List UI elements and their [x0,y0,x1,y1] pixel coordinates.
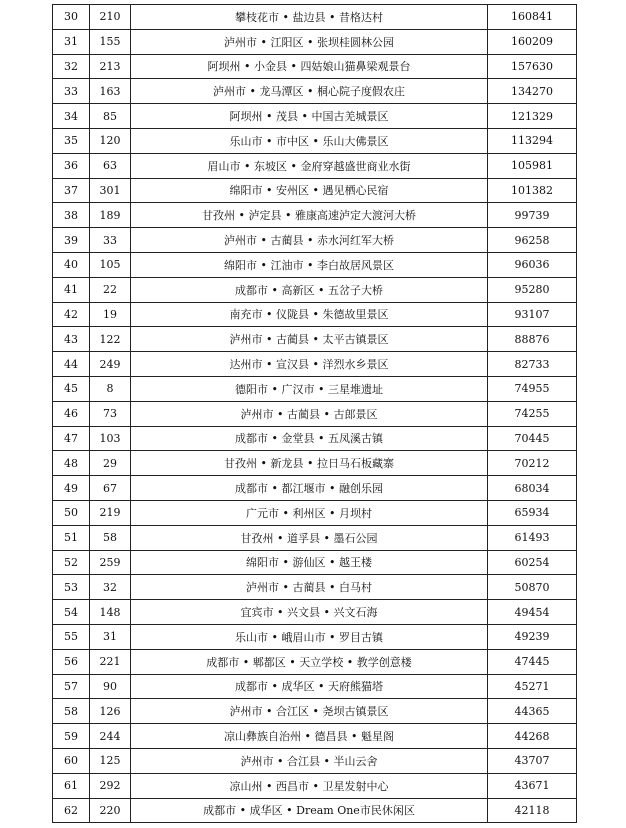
code-cell: 58 [90,525,131,550]
location-cell: 乐山市 • 市中区 • 乐山大佛景区 [131,128,488,153]
rank-cell: 62 [53,798,90,823]
table-row [53,476,577,501]
location-cell: 凉山州 • 西昌市 • 卫星发射中心 [131,773,488,798]
value-cell: 42118 [488,798,577,823]
table-row [53,724,577,749]
value-cell: 82733 [488,352,577,377]
rank-cell: 35 [53,128,90,153]
rank-cell: 48 [53,451,90,476]
value-cell: 134270 [488,79,577,104]
rank-cell: 44 [53,352,90,377]
rank-cell: 43 [53,327,90,352]
value-cell: 61493 [488,525,577,550]
table-row [53,79,577,104]
rank-cell: 57 [53,674,90,699]
value-cell: 60254 [488,550,577,575]
value-cell: 50870 [488,575,577,600]
code-cell: 33 [90,228,131,253]
value-cell: 44268 [488,724,577,749]
code-cell: 8 [90,376,131,401]
location-cell: 德阳市 • 广汉市 • 三星堆遗址 [131,376,488,401]
value-cell: 101382 [488,178,577,203]
value-cell: 88876 [488,327,577,352]
table-row [53,674,577,699]
table-row [53,252,577,277]
rank-cell: 31 [53,29,90,54]
location-cell: 绵阳市 • 安州区 • 遇见栖心民宿 [131,178,488,203]
ranking-table [52,4,577,823]
rank-cell: 36 [53,153,90,178]
code-cell: 219 [90,500,131,525]
code-cell: 125 [90,748,131,773]
code-cell: 22 [90,277,131,302]
table-row [53,302,577,327]
code-cell: 103 [90,426,131,451]
value-cell: 160841 [488,5,577,30]
table-row [53,153,577,178]
table-row [53,29,577,54]
value-cell: 70445 [488,426,577,451]
table-row [53,699,577,724]
value-cell: 44365 [488,699,577,724]
code-cell: 249 [90,352,131,377]
value-cell: 95280 [488,277,577,302]
table-row [53,649,577,674]
value-cell: 68034 [488,476,577,501]
rank-cell: 30 [53,5,90,30]
table-row [53,748,577,773]
location-cell: 阿坝州 • 小金县 • 四姑娘山猫鼻梁观景台 [131,54,488,79]
table-row [53,277,577,302]
rank-cell: 53 [53,575,90,600]
location-cell: 泸州市 • 古蔺县 • 古郎景区 [131,401,488,426]
table-row [53,5,577,30]
code-cell: 63 [90,153,131,178]
code-cell: 90 [90,674,131,699]
rank-cell: 42 [53,302,90,327]
location-cell: 成都市 • 金堂县 • 五凤溪古镇 [131,426,488,451]
table-row [53,352,577,377]
value-cell: 74955 [488,376,577,401]
value-cell: 49239 [488,624,577,649]
code-cell: 221 [90,649,131,674]
location-cell: 泸州市 • 龙马潭区 • 桐心院子度假农庄 [131,79,488,104]
rank-cell: 55 [53,624,90,649]
value-cell: 96258 [488,228,577,253]
code-cell: 31 [90,624,131,649]
code-cell: 163 [90,79,131,104]
code-cell: 120 [90,128,131,153]
table-row [53,798,577,823]
value-cell: 113294 [488,128,577,153]
location-cell: 攀枝花市 • 盐边县 • 昔格达村 [131,5,488,30]
table-row [53,525,577,550]
rank-cell: 45 [53,376,90,401]
code-cell: 105 [90,252,131,277]
rank-cell: 56 [53,649,90,674]
code-cell: 29 [90,451,131,476]
rank-cell: 54 [53,600,90,625]
table-body [53,5,577,823]
table-row [53,575,577,600]
code-cell: 155 [90,29,131,54]
code-cell: 220 [90,798,131,823]
location-cell: 绵阳市 • 江油市 • 李白故居风景区 [131,252,488,277]
code-cell: 213 [90,54,131,79]
location-cell: 泸州市 • 古蔺县 • 赤水河红军大桥 [131,228,488,253]
location-cell: 凉山彝族自治州 • 德昌县 • 魁星阁 [131,724,488,749]
value-cell: 45271 [488,674,577,699]
location-cell: 成都市 • 都江堰市 • 融创乐园 [131,476,488,501]
rank-cell: 51 [53,525,90,550]
value-cell: 160209 [488,29,577,54]
rank-cell: 46 [53,401,90,426]
table-row [53,54,577,79]
value-cell: 93107 [488,302,577,327]
table-row [53,426,577,451]
location-cell: 泸州市 • 古蔺县 • 白马村 [131,575,488,600]
location-cell: 眉山市 • 东坡区 • 金府穿越盛世商业水街 [131,153,488,178]
table-row [53,500,577,525]
value-cell: 74255 [488,401,577,426]
code-cell: 85 [90,104,131,129]
table-row [53,327,577,352]
rank-cell: 34 [53,104,90,129]
table-row [53,600,577,625]
value-cell: 70212 [488,451,577,476]
location-cell: 成都市 • 成华区 • 天府熊猫塔 [131,674,488,699]
rank-cell: 41 [53,277,90,302]
value-cell: 99739 [488,203,577,228]
rank-cell: 33 [53,79,90,104]
rank-cell: 61 [53,773,90,798]
code-cell: 189 [90,203,131,228]
rank-cell: 60 [53,748,90,773]
location-cell: 广元市 • 利州区 • 月坝村 [131,500,488,525]
location-cell: 乐山市 • 峨眉山市 • 罗目古镇 [131,624,488,649]
rank-cell: 58 [53,699,90,724]
table-row [53,228,577,253]
table-row [53,773,577,798]
code-cell: 301 [90,178,131,203]
code-cell: 122 [90,327,131,352]
table-row [53,401,577,426]
location-cell: 成都市 • 成华区 • Dream One市民休闲区 [131,798,488,823]
value-cell: 49454 [488,600,577,625]
code-cell: 259 [90,550,131,575]
rank-cell: 40 [53,252,90,277]
table-row [53,376,577,401]
rank-cell: 47 [53,426,90,451]
location-cell: 成都市 • 郫都区 • 天立学校 • 教学创意楼 [131,649,488,674]
code-cell: 67 [90,476,131,501]
rank-cell: 49 [53,476,90,501]
code-cell: 244 [90,724,131,749]
table-row [53,451,577,476]
location-cell: 达州市 • 宣汉县 • 洋烈水乡景区 [131,352,488,377]
location-cell: 阿坝州 • 茂县 • 中国古羌城景区 [131,104,488,129]
table-row [53,550,577,575]
table-row [53,624,577,649]
location-cell: 泸州市 • 合江县 • 半山云舍 [131,748,488,773]
table-row [53,128,577,153]
code-cell: 73 [90,401,131,426]
rank-cell: 50 [53,500,90,525]
table-row [53,203,577,228]
rank-cell: 59 [53,724,90,749]
rank-cell: 52 [53,550,90,575]
location-cell: 南充市 • 仪陇县 • 朱德故里景区 [131,302,488,327]
code-cell: 126 [90,699,131,724]
table-row [53,178,577,203]
location-cell: 宜宾市 • 兴文县 • 兴文石海 [131,600,488,625]
value-cell: 96036 [488,252,577,277]
location-cell: 甘孜州 • 泸定县 • 雅康高速泸定大渡河大桥 [131,203,488,228]
value-cell: 43671 [488,773,577,798]
location-cell: 泸州市 • 合江区 • 尧坝古镇景区 [131,699,488,724]
value-cell: 47445 [488,649,577,674]
code-cell: 210 [90,5,131,30]
rank-cell: 38 [53,203,90,228]
rank-cell: 32 [53,54,90,79]
location-cell: 泸州市 • 古蔺县 • 太平古镇景区 [131,327,488,352]
rank-cell: 39 [53,228,90,253]
location-cell: 泸州市 • 江阳区 • 张坝桂圆林公园 [131,29,488,54]
value-cell: 157630 [488,54,577,79]
value-cell: 105981 [488,153,577,178]
rank-cell: 37 [53,178,90,203]
code-cell: 32 [90,575,131,600]
table-row [53,104,577,129]
value-cell: 43707 [488,748,577,773]
code-cell: 292 [90,773,131,798]
code-cell: 148 [90,600,131,625]
location-cell: 甘孜州 • 新龙县 • 拉日马石板藏寨 [131,451,488,476]
value-cell: 121329 [488,104,577,129]
code-cell: 19 [90,302,131,327]
location-cell: 绵阳市 • 游仙区 • 越王楼 [131,550,488,575]
location-cell: 甘孜州 • 道孚县 • 墨石公园 [131,525,488,550]
value-cell: 65934 [488,500,577,525]
location-cell: 成都市 • 高新区 • 五岔子大桥 [131,277,488,302]
